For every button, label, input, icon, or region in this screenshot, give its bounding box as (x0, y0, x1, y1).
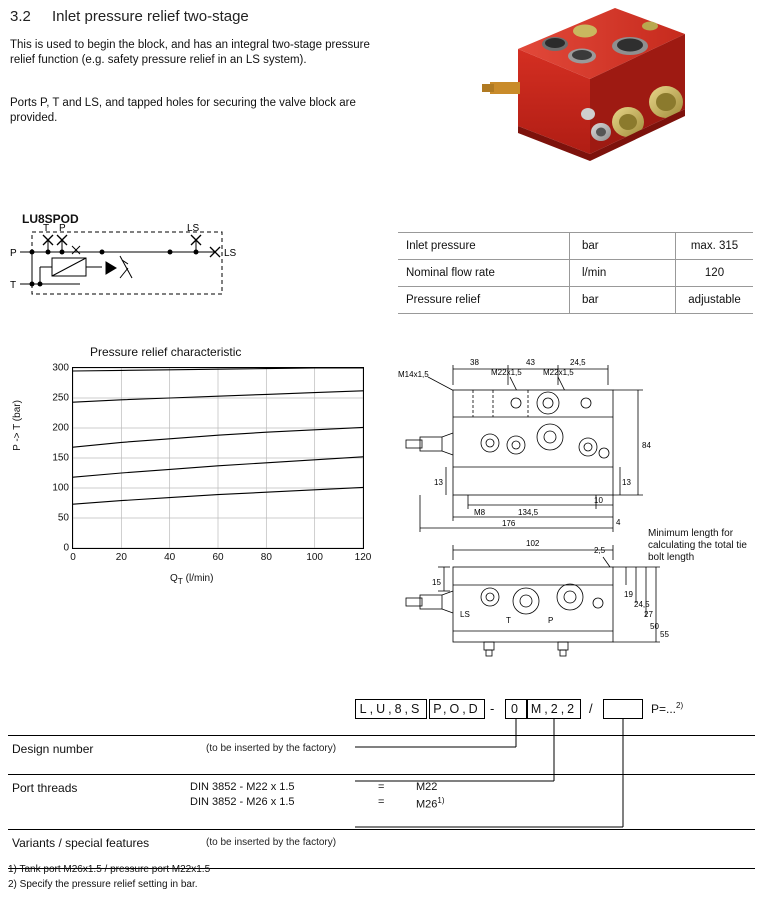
order-code-legend-table (8, 735, 755, 869)
chart-title: Pressure relief characteristic (90, 345, 242, 359)
order-code-segment-2[interactable]: P,O,D (429, 699, 485, 719)
schematic-label-t-top: T (43, 223, 50, 234)
chart-plot-area (52, 362, 372, 563)
chart-x-tick: 120 (354, 552, 372, 563)
spec-name: Inlet pressure (398, 233, 570, 260)
valve-block-photo (470, 4, 755, 189)
chart-y-tick: 300 (52, 362, 69, 374)
chart-y-tick: 150 (52, 452, 69, 464)
thread-m22-right: M22x1,5 (543, 368, 574, 377)
dim-176: 176 (502, 519, 516, 528)
schematic-label-ls-top: LS (187, 223, 200, 234)
order-code-slash: / (589, 701, 593, 716)
port-thread-2-footnote-marker: 1) (437, 796, 445, 805)
schematic-label-t-left: T (10, 280, 17, 291)
dim-43: 43 (526, 358, 535, 367)
schematic-label-ls-right: LS (224, 248, 237, 259)
port-thread-2-right (416, 796, 445, 811)
legend-label: Variants / special features (12, 836, 150, 850)
schematic-label-p-top: P (59, 223, 66, 234)
footnotes (8, 862, 210, 892)
spec-value: adjustable (676, 287, 754, 314)
dim-25: 2,5 (594, 546, 606, 555)
chart-y-tick: 50 (57, 512, 69, 524)
dim-245b: 24,5 (634, 600, 650, 609)
hydraulic-schematic (10, 222, 260, 322)
dim-13-left: 13 (434, 478, 443, 487)
page-title: Inlet pressure relief two-stage (52, 8, 249, 25)
chart-x-tick: 80 (260, 552, 272, 563)
intro-paragraph-1: This is used to begin the block, and has an integral two-stage pressure relief function (e.g. safety pressure relief in an LS system). (10, 39, 370, 66)
footnote-2: 2) Specify the pressure relief setting in bar. (8, 879, 198, 890)
port-label-p: P (548, 616, 554, 625)
port-thread-2-eq: = (378, 796, 385, 808)
spec-value: 120 (676, 260, 754, 287)
chart-y-tick: 200 (52, 422, 69, 434)
table-row (398, 233, 753, 260)
order-code-suffix (651, 701, 683, 716)
order-code-dash: - (490, 701, 495, 716)
chart-y-tick: 0 (63, 542, 69, 554)
spec-unit: l/min (570, 260, 676, 287)
chart-y-tick: 100 (52, 482, 69, 494)
table-row (398, 260, 753, 287)
bolt-m8: M8 (474, 508, 486, 517)
dim-19: 19 (624, 590, 633, 599)
order-code-segment-1[interactable]: L,U,8,S (355, 699, 427, 719)
order-code-suffix-note: 2) (676, 701, 684, 710)
dimension-drawings (398, 345, 758, 665)
minimum-length-note: Minimum length for calculating the total tie bolt length (648, 528, 747, 563)
spec-unit: bar (570, 233, 676, 260)
port-label-t: T (506, 616, 511, 625)
order-code-segment-3[interactable]: 0 (505, 699, 527, 719)
schematic-title: LU8SPOD (22, 212, 79, 226)
order-code-segment-4[interactable]: M,2,2 (527, 699, 581, 719)
legend-label: Design number (12, 742, 94, 756)
dim-55: 55 (660, 630, 669, 639)
dim-84: 84 (642, 441, 651, 450)
order-code-suffix-text: P=... (651, 702, 677, 716)
chart-y-axis-label: P -> T (bar) (11, 400, 23, 451)
chart-x-tick: 0 (70, 552, 76, 563)
dim-27: 27 (644, 610, 653, 619)
legend-label: Port threads (12, 781, 78, 795)
dim-50: 50 (650, 622, 659, 631)
chart-x-tick: 20 (115, 552, 127, 563)
pressure-relief-chart (11, 345, 380, 590)
spec-name: Pressure relief (398, 287, 570, 314)
chart-x-tick: 100 (306, 552, 323, 563)
dim-38: 38 (470, 358, 479, 367)
intro-paragraph-2: Ports P, T and LS, and tapped holes for securing the valve block are provided. (10, 97, 356, 124)
table-row (398, 287, 753, 314)
port-thread-1-left: DIN 3852 - M22 x 1.5 (190, 781, 295, 793)
table-row (8, 735, 755, 774)
spec-value: max. 315 (676, 233, 754, 260)
port-label-ls: LS (460, 610, 470, 619)
chart-y-tick: 250 (52, 392, 69, 404)
specification-table (398, 232, 753, 314)
port-thread-2-right-text: M26 (416, 798, 438, 811)
dim-4: 4 (616, 518, 621, 527)
order-code-row (355, 695, 755, 725)
port-thread-1-eq: = (378, 781, 385, 793)
port-thread-2-left: DIN 3852 - M26 x 1.5 (190, 796, 295, 808)
thread-m14: M14x1,5 (398, 370, 429, 379)
dim-102: 102 (526, 539, 540, 548)
dim-1345: 134,5 (518, 508, 539, 517)
dim-245: 24,5 (570, 358, 586, 367)
thread-m22-mid: M22x1,5 (491, 368, 522, 377)
chart-x-tick: 60 (212, 552, 224, 563)
legend-note: (to be inserted by the factory) (206, 743, 337, 754)
spec-name: Nominal flow rate (398, 260, 570, 287)
dim-13-right: 13 (622, 478, 631, 487)
order-code-segment-5[interactable] (603, 699, 643, 719)
port-thread-1-right: M22 (416, 781, 438, 793)
table-row (8, 774, 755, 829)
legend-note: (to be inserted by the factory) (206, 837, 337, 848)
footnote-1: 1) Tank port M26x1.5 / pressure port M22x1.5 (8, 864, 211, 875)
chart-x-axis-label: $Q_T$ (l/min) (170, 573, 214, 586)
section-number: 3.2 (10, 8, 31, 25)
chart-x-tick: 40 (164, 552, 176, 563)
schematic-label-p-left: P (10, 248, 17, 259)
dim-10: 10 (594, 496, 603, 505)
dim-15: 15 (432, 578, 441, 587)
spec-unit: bar (570, 287, 676, 314)
